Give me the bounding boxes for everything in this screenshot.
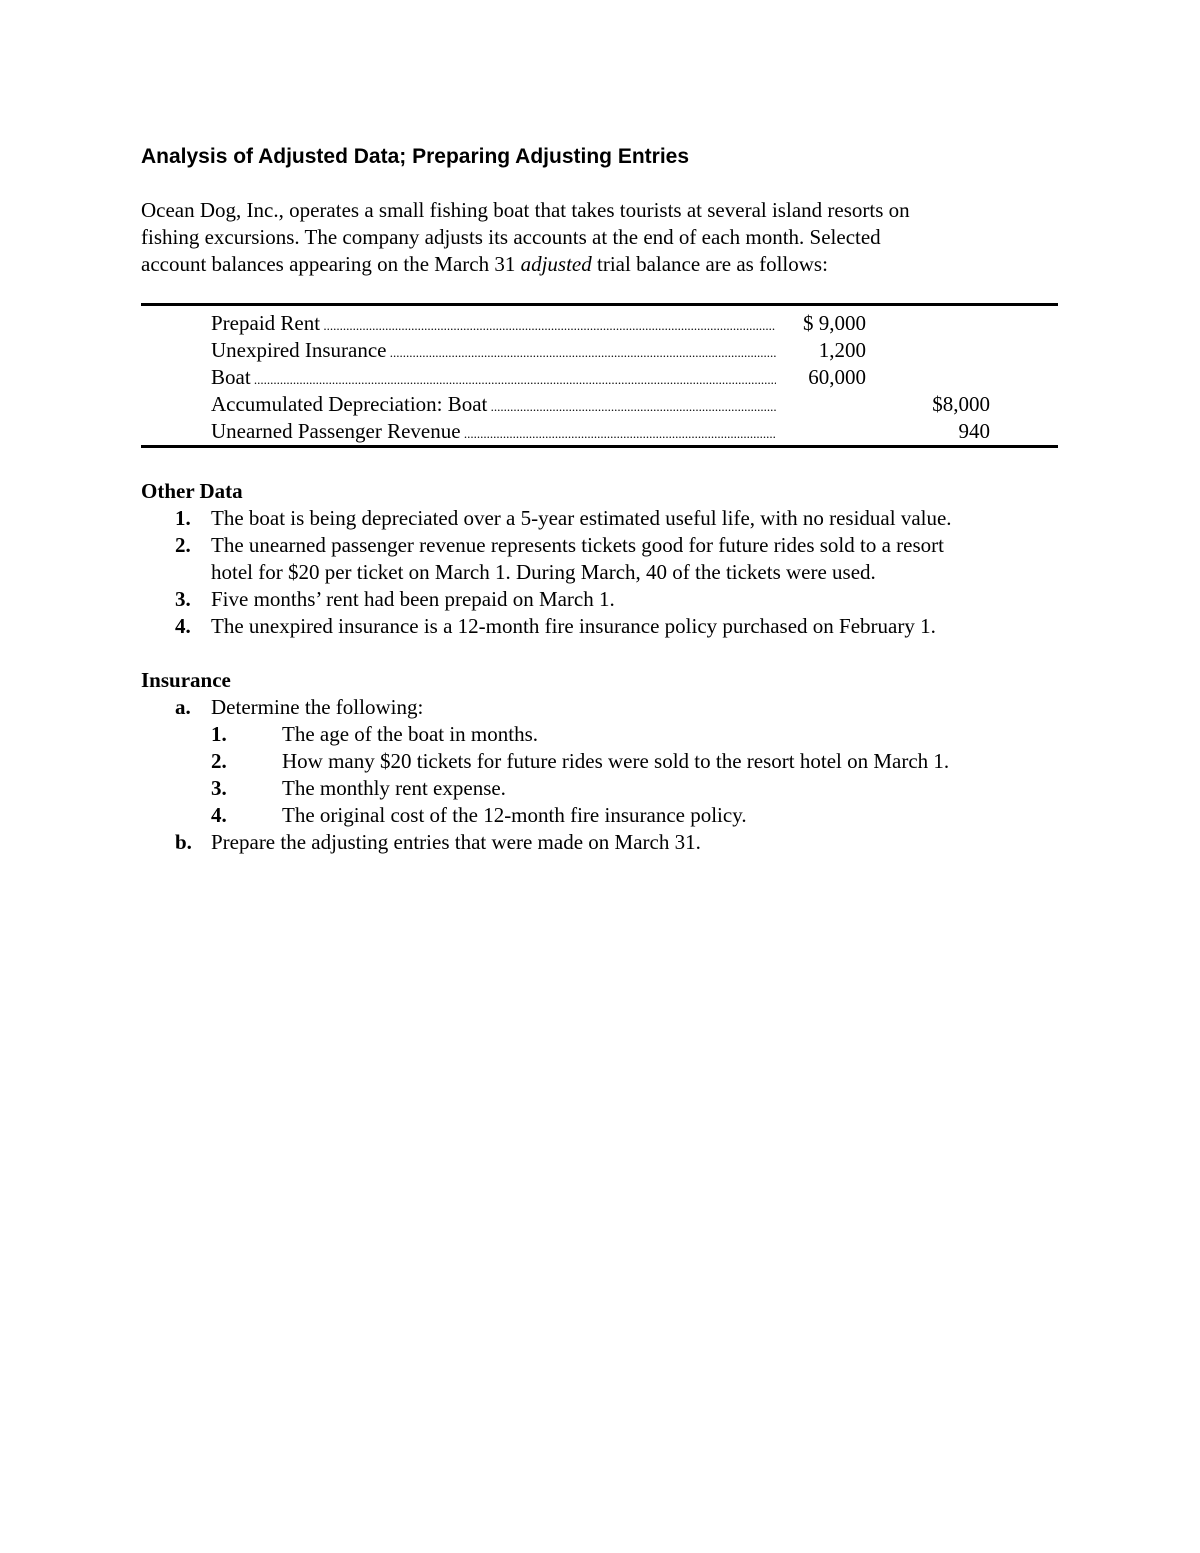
requirement-b <box>141 829 1061 856</box>
sub-list-item <box>141 802 1061 829</box>
trial-balance-row <box>0 391 1200 418</box>
item-number: 1. <box>175 506 191 530</box>
document-heading: Analysis of Adjusted Data; Preparing Adjusting Entries <box>141 145 690 168</box>
trial-balance-row <box>0 310 1200 337</box>
intro-line-3-start: account balances appearing on the March 31 <box>141 252 521 276</box>
account-name: Accumulated Depreciation: Boat ..... <box>211 391 776 420</box>
trial-balance-row <box>0 337 1200 364</box>
list-item <box>141 613 1061 640</box>
item-line: Five months’ rent had been prepaid on March 1. <box>211 587 615 611</box>
requirements-list <box>141 694 1061 856</box>
item-line: Prepare the adjusting entries that were made on March 31. <box>211 830 701 854</box>
sub-list-item <box>141 748 1061 775</box>
insurance-title: Insurance <box>141 668 231 692</box>
list-item <box>141 505 1061 532</box>
requirement-letter: a. <box>175 695 191 719</box>
credit-amount: $8,000 <box>932 392 990 416</box>
item-number: 2. <box>175 533 191 557</box>
account-name: Unearned Passenger Revenue ..... <box>211 418 776 447</box>
trial-balance-row <box>0 418 1200 445</box>
intro-line-1: Ocean Dog, Inc., operates a small fishing boat that takes tourists at several island resorts on <box>141 198 910 222</box>
other-data-list <box>141 505 1061 640</box>
debit-amount: $ 9,000 <box>803 311 866 335</box>
account-name: Boat ..... <box>211 364 776 393</box>
item-line: hotel for $20 per ticket on March 1. During March, 40 of the tickets were used. <box>211 560 876 584</box>
debit-amount: 60,000 <box>808 365 866 389</box>
requirement-text <box>211 829 1061 856</box>
intro-line-3 <box>141 251 1041 278</box>
intro-line-3-end: trial balance are as follows: <box>591 252 828 276</box>
trial-balance-bottom-rule <box>141 445 1058 448</box>
sub-list-item <box>141 775 1061 802</box>
item-line: The unexpired insurance is a 12-month fire insurance policy purchased on February 1. <box>211 614 936 638</box>
item-text <box>211 505 1061 532</box>
item-number: 3. <box>175 587 191 611</box>
sub-item-number: 4. <box>211 803 227 827</box>
requirement-a <box>141 694 1061 721</box>
trial-balance-top-rule <box>141 303 1058 306</box>
list-item <box>141 532 1061 586</box>
requirement-letter: b. <box>175 830 192 854</box>
list-item <box>141 586 1061 613</box>
requirement-text <box>211 694 1061 721</box>
item-line: The boat is being depreciated over a 5-year estimated useful life, with no residual value. <box>211 506 952 530</box>
sub-item-number: 1. <box>211 722 227 746</box>
item-text <box>211 613 1061 640</box>
sub-item-text: The age of the boat in months. <box>282 722 539 746</box>
sub-list-item <box>141 721 1061 748</box>
item-line: The unearned passenger revenue represents tickets good for future rides sold to a resort <box>211 533 944 557</box>
sub-item-text: How many $20 tickets for future rides were sold to the resort hotel on March 1. <box>282 749 950 773</box>
sub-item-number: 3. <box>211 776 227 800</box>
account-name: Prepaid Rent ..... <box>211 310 776 339</box>
trial-balance-row <box>0 364 1200 391</box>
intro-emphasis-adjusted: adjusted <box>520 252 592 276</box>
sub-item-text: The original cost of the 12-month fire insurance policy. <box>282 803 747 827</box>
credit-amount: 940 <box>958 419 990 443</box>
account-name: Unexpired Insurance ..... <box>211 337 776 366</box>
item-text <box>211 532 1061 586</box>
intro-line-2: fishing excursions. The company adjusts its accounts at the end of each month. Selected <box>141 225 881 249</box>
trial-balance-table <box>0 310 1200 445</box>
item-line: Determine the following: <box>211 695 424 719</box>
other-data-title: Other Data <box>141 479 243 503</box>
intro-paragraph <box>141 197 1041 278</box>
sub-item-text: The monthly rent expense. <box>282 776 506 800</box>
item-text <box>211 586 1061 613</box>
sub-item-number: 2. <box>211 749 227 773</box>
debit-amount: 1,200 <box>818 338 866 362</box>
item-number: 4. <box>175 614 191 638</box>
